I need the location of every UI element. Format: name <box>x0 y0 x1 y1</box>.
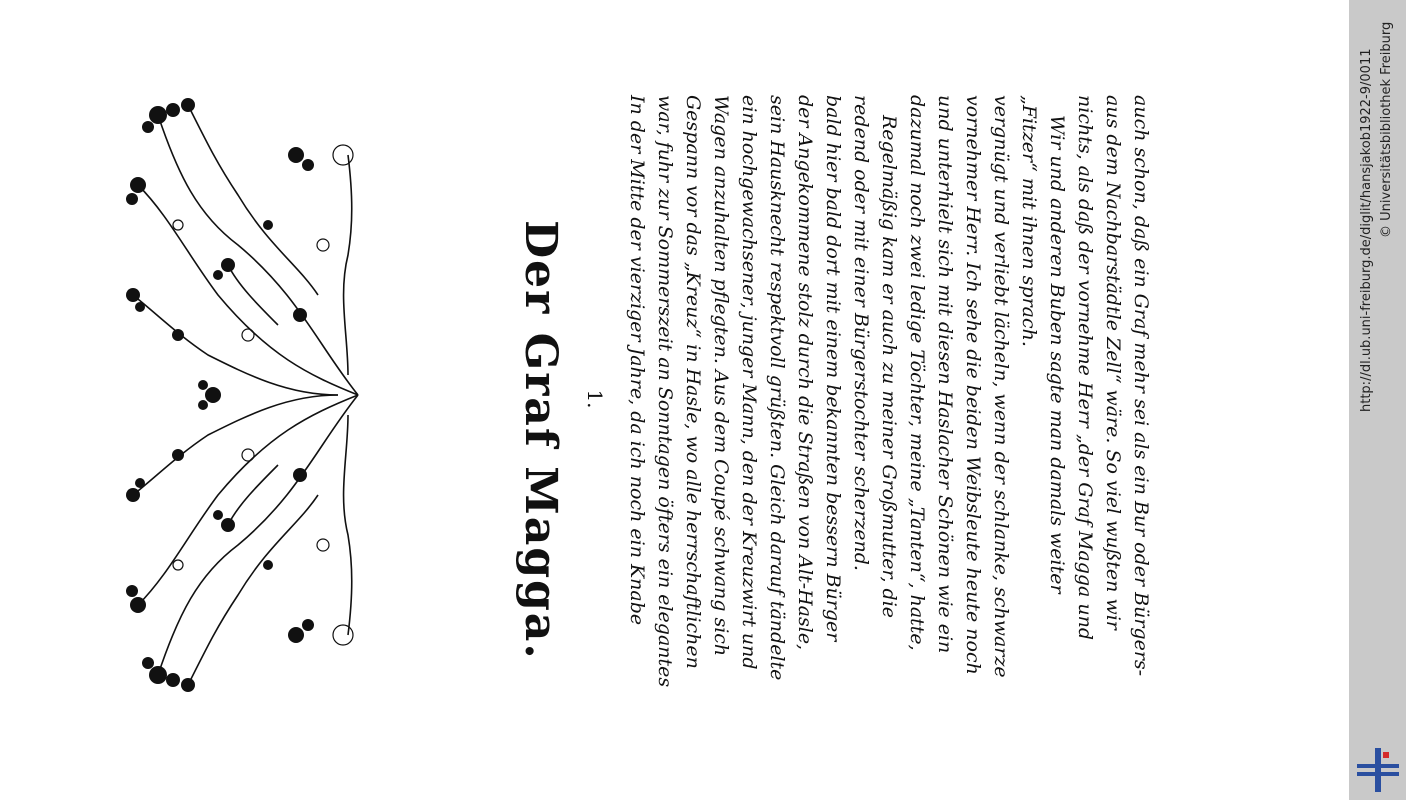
text-line: In der Mitte der vierziger Jahre, da ich noch ein Knabe <box>626 95 648 626</box>
text-line: dazumal noch zwei ledige Töchter, meine „Tanten“, hatte, <box>906 95 928 651</box>
text-line: vornehmer Herr. Ich sehe die beiden Weibsleute heute noch <box>962 95 984 675</box>
archive-url[interactable]: http://dl.ub.uni-freiburg.de/diglit/hansjakob1922-9/0011 <box>1359 48 1374 412</box>
chapter-number: 1. <box>583 389 607 409</box>
chapter-title: Der Graf Magga. <box>515 220 566 661</box>
floral-vignette-icon <box>118 95 363 695</box>
text-line: vergnügt und verliebt lächeln, wenn der schlanke, schwarze <box>990 95 1012 678</box>
text-line: aus dem Nachbarstädtle Zell“ wäre. So viel wußten wir <box>1102 95 1124 630</box>
text-line: auch schon, daß ein Graf mehr sei als ein Bur oder Bürgers- <box>1130 95 1152 677</box>
copyright-notice: © Universitätsbibliothek Freiburg <box>1379 21 1394 238</box>
ub-freiburg-logo-icon[interactable] <box>1357 748 1399 792</box>
text-line: bald hier bald dort mit einem bekannten bessern Bürger <box>822 95 844 642</box>
body-text <box>625 95 1152 705</box>
text-line: nichts, als daß der vornehme Herr „der Graf Magga und <box>1074 95 1096 641</box>
text-line: und unterhielt sich mit diesen Haslacher Schönen wie ein <box>934 95 956 654</box>
archive-sidebar <box>1349 0 1406 800</box>
text-line: der Angekommene stolz durch die Straßen von Alt-Hasle, <box>794 95 816 651</box>
text-line: Gespann vor das „Kreuz“ in Hasle, wo alle herrschaftlichen <box>682 95 704 669</box>
text-line: Wir und anderen Buben sagte man damals weiter <box>1046 115 1068 594</box>
text-line: sein Hausknecht respektvoll grüßten. Gleich darauf tändelte <box>766 95 788 681</box>
text-line: ein hochgewachsener, junger Mann, den der Kreuzwirt und <box>738 95 760 670</box>
text-line: „Fitzer“ mit ihnen sprach. <box>1018 95 1040 347</box>
text-line: war, fuhr zur Sommerszeit an Sonntagen öfters ein elegantes <box>654 95 676 688</box>
text-line: Regelmäßig kam er auch zu meiner Großmutter, die <box>878 115 900 619</box>
text-line: redend oder mit einer Bürgerstochter scherzend. <box>850 95 872 571</box>
text-line: Wagen anzuhalten pflegten. Aus dem Coupé schwang sich <box>710 95 732 657</box>
